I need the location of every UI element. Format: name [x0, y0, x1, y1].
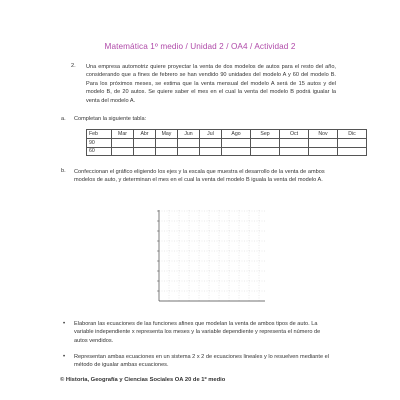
table-cell-blank[interactable]	[338, 138, 367, 147]
table-header-cell: Ago	[222, 130, 251, 139]
table-cell-blank[interactable]	[280, 147, 309, 156]
table-header-cell: Oct	[280, 130, 309, 139]
table-header-cell: Sep	[251, 130, 280, 139]
table-header-cell: Dic	[338, 130, 367, 139]
part-a-label: a.	[61, 116, 66, 122]
table-cell-blank[interactable]	[309, 147, 338, 156]
table-cell-blank[interactable]	[222, 138, 251, 147]
table-cell-blank[interactable]	[156, 147, 178, 156]
table-header-cell: Abr	[134, 130, 156, 139]
page-header: Matemática 1º medio / Unidad 2 / OA4 / Actividad 2	[104, 42, 296, 51]
table-cell-blank[interactable]	[200, 138, 222, 147]
table-cell-blank[interactable]	[222, 147, 251, 156]
part-b-label: b.	[61, 168, 66, 174]
table-cell-blank[interactable]	[251, 147, 280, 156]
table-cell-blank[interactable]	[200, 147, 222, 156]
table-cell-blank[interactable]	[178, 138, 200, 147]
bullet-text-2: Representan ambas ecuaciones en un sistema 2 x 2 de ecuaciones lineales y lo resuelven mediante el método de igualar ambas ecuaciones.	[74, 354, 329, 369]
table-cell-blank[interactable]	[338, 147, 367, 156]
table-cell-blank[interactable]	[309, 138, 338, 147]
table-header-cell: Mar	[112, 130, 134, 139]
blank-coordinate-grid[interactable]	[155, 210, 265, 305]
table-header-cell: Feb	[87, 130, 112, 139]
table-cell-blank[interactable]	[112, 138, 134, 147]
problem-number: 2.	[71, 63, 76, 69]
table-cell-blank[interactable]	[134, 147, 156, 156]
table-header-cell: Jul	[200, 130, 222, 139]
bullet-icon: •	[63, 354, 66, 360]
problem-text: Una empresa automotriz quiere proyectar la venta de dos modelos de autos para el resto del año, considerando que a fines de febrero se han vendido 90 unidades del modelo A y 60 del modelo B. Para los próximos meses, se estima que la venta mensual del modelo A será de 15 autos y del modelo B, de 20 autos. Se quiere saber el mes en el cual la venta del modelo B podrá igualar la venta del modelo A.	[86, 64, 336, 104]
table-cell-blank[interactable]	[178, 147, 200, 156]
table-cell-blank[interactable]	[156, 138, 178, 147]
bullet-text-1: Elaboran las ecuaciones de las funciones afines que modelan la venta de ambos tipos de auto. La variable independiente x representa los meses y la variable dependiente y representa el número de autos vendidos.	[74, 321, 321, 344]
table-header-cell: Nov	[309, 130, 338, 139]
table-cell-blank[interactable]	[251, 138, 280, 147]
table-cell-blank[interactable]	[134, 138, 156, 147]
table-header-cell: May	[156, 130, 178, 139]
table-row	[87, 147, 367, 156]
sales-table	[86, 129, 367, 156]
table-cell-blank[interactable]	[112, 147, 134, 156]
table-row	[87, 138, 367, 147]
part-b-text: Confeccionan el gráfico eligiendo los ejes y la escala que muestra el desarrollo de la venta de ambos modelos de auto, y determinan el mes en el cual la venta del modelo B iguala la venta del modelo A.	[74, 169, 325, 184]
table-header-row	[87, 130, 367, 139]
table-cell: 90	[87, 138, 112, 147]
bullet-icon: •	[63, 321, 66, 327]
part-a-text: Completan la siguiente tabla:	[74, 116, 147, 122]
footer-text: © Historia, Geografía y Ciencias Sociales OA 20 de 1º medio	[60, 377, 226, 383]
table-cell-blank[interactable]	[280, 138, 309, 147]
table-header-cell: Jun	[178, 130, 200, 139]
table-cell: 60	[87, 147, 112, 156]
